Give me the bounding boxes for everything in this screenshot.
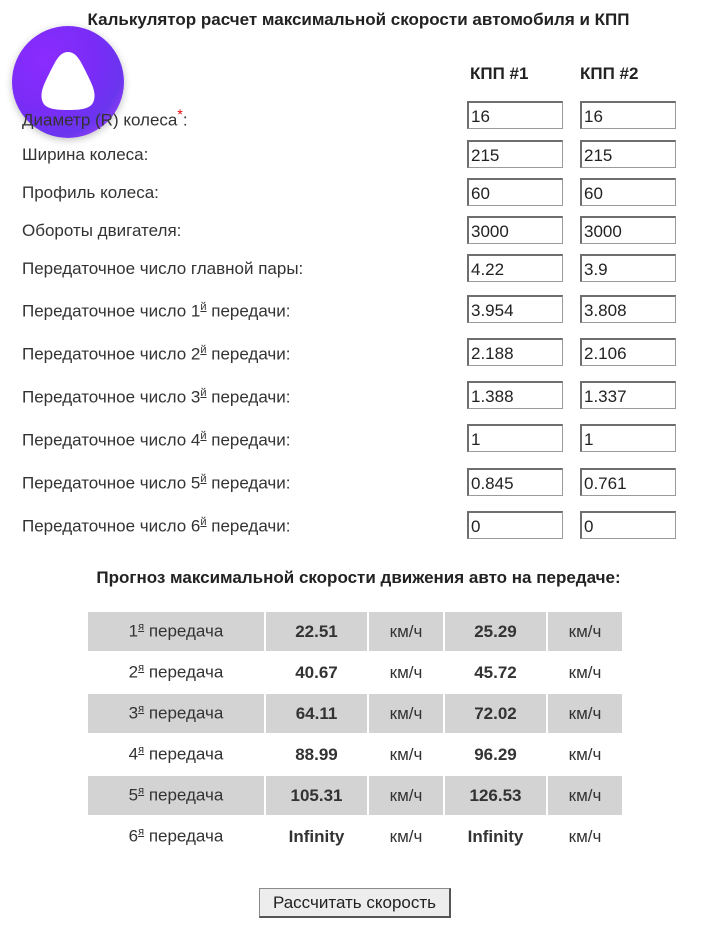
calculate-speed-button[interactable]: Рассчитать скорость [259, 888, 451, 918]
gear-2-ratio-input-kpp1[interactable] [467, 338, 563, 366]
speed-kpp2-cell: 126.53 [445, 776, 546, 815]
gear-3-ratio-input-kpp2[interactable] [580, 381, 676, 409]
speed-kpp2-cell: 96.29 [474, 744, 517, 764]
unit-cell: км/ч [568, 826, 602, 846]
label-wheel-width: Ширина колеса: [22, 145, 149, 164]
gear-1-ratio-input-kpp2[interactable] [580, 295, 676, 323]
speed-kpp1-cell: 88.99 [295, 744, 338, 764]
gear-name-cell: $3^я$ передача [88, 694, 264, 733]
gear-4-ratio-input-kpp1[interactable] [467, 424, 563, 452]
engine-rpm-input-kpp2[interactable] [580, 216, 676, 244]
label-gear-5-ratio: Передаточное число $5^й$ передачи: [22, 473, 291, 493]
label-gear-4-ratio: Передаточное число $4^й$ передачи: [22, 430, 291, 450]
speed-kpp2-cell: 72.02 [445, 694, 546, 733]
gear-name-cell: $1^я$ передача [88, 612, 264, 651]
speed-kpp2-cell: Infinity [467, 826, 524, 846]
speed-kpp2-cell: 45.72 [474, 662, 517, 682]
unit-cell: км/ч [389, 826, 423, 846]
unit-cell: км/ч [568, 662, 602, 682]
gear-name-cell: $5^я$ передача [88, 776, 264, 815]
page-title: Калькулятор расчет максимальной скорости автомобиля и КПП [87, 10, 630, 29]
gear-2-ratio-input-kpp2[interactable] [580, 338, 676, 366]
wheel-width-input-kpp1[interactable] [467, 140, 563, 168]
unit-cell: км/ч [548, 776, 622, 815]
table-row [88, 817, 622, 856]
unit-cell: км/ч [369, 612, 443, 651]
label-gear-3-ratio: Передаточное число $3^й$ передачи: [22, 387, 291, 407]
label-wheel-profile: Профиль колеса: [22, 183, 159, 202]
gear-4-ratio-input-kpp2[interactable] [580, 424, 676, 452]
speed-kpp1-cell: 40.67 [295, 662, 338, 682]
speed-kpp1-cell: 105.31 [266, 776, 367, 815]
table-row [88, 612, 622, 651]
column-header-kpp2: КПП #2 [580, 64, 639, 83]
gear-6-ratio-input-kpp2[interactable] [580, 511, 676, 539]
speed-kpp1-cell: Infinity [288, 826, 345, 846]
wheel-width-input-kpp2[interactable] [580, 140, 676, 168]
engine-rpm-input-kpp1[interactable] [467, 216, 563, 244]
gear-name-cell: $2^я$ передача [128, 662, 224, 682]
wheel-profile-input-kpp1[interactable] [467, 178, 563, 206]
unit-cell: км/ч [369, 776, 443, 815]
forecast-title: Прогноз максимальной скорости движения авто на передаче: [96, 568, 621, 587]
unit-cell: км/ч [548, 694, 622, 733]
gear-5-ratio-input-kpp2[interactable] [580, 468, 676, 496]
wheel-profile-input-kpp2[interactable] [580, 178, 676, 206]
column-header-kpp1: КПП #1 [470, 64, 529, 83]
final-drive-input-kpp1[interactable] [467, 254, 563, 282]
table-row [88, 694, 622, 733]
label-final-drive: Передаточное число главной пары: [22, 259, 304, 278]
table-row [88, 735, 622, 774]
speed-results-table [86, 610, 624, 858]
assistant-triangle-icon [40, 48, 96, 114]
gear-6-ratio-input-kpp1[interactable] [467, 511, 563, 539]
unit-cell: км/ч [548, 612, 622, 651]
required-mark: * [177, 106, 183, 122]
gear-5-ratio-input-kpp1[interactable] [467, 468, 563, 496]
unit-cell: км/ч [568, 744, 602, 764]
wheel-diameter-input-kpp2[interactable] [580, 101, 676, 129]
gear-1-ratio-input-kpp1[interactable] [467, 295, 563, 323]
unit-cell: км/ч [389, 744, 423, 764]
unit-cell: км/ч [389, 662, 423, 682]
label-engine-rpm: Обороты двигателя: [22, 221, 182, 240]
wheel-diameter-input-kpp1[interactable] [467, 101, 563, 129]
final-drive-input-kpp2[interactable] [580, 254, 676, 282]
speed-kpp1-cell: 22.51 [266, 612, 367, 651]
table-row [88, 776, 622, 815]
label-gear-2-ratio: Передаточное число $2^й$ передачи: [22, 344, 291, 364]
speed-kpp2-cell: 25.29 [445, 612, 546, 651]
label-gear-1-ratio: Передаточное число $1^й$ передачи: [22, 301, 291, 321]
table-row [88, 653, 622, 692]
label-wheel-diameter: Диаметр (R) колеса*: [22, 106, 188, 130]
speed-kpp1-cell: 64.11 [266, 694, 367, 733]
gear-name-cell: $4^я$ передача [128, 744, 224, 764]
unit-cell: км/ч [369, 694, 443, 733]
gear-3-ratio-input-kpp1[interactable] [467, 381, 563, 409]
gear-name-cell: $6^я$ передача [128, 826, 224, 846]
label-gear-6-ratio: Передаточное число $6^й$ передачи: [22, 516, 291, 536]
